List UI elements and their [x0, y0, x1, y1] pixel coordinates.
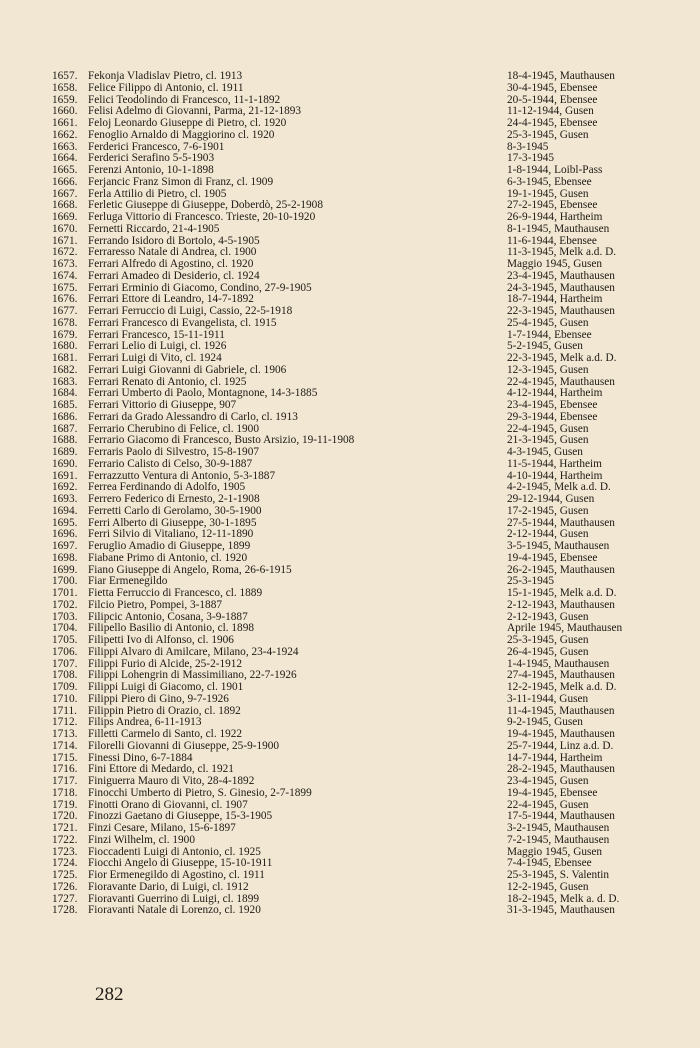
list-entry — [52, 165, 652, 177]
entry-death: 1-7-1944, Ebensee — [507, 328, 592, 341]
entry-name: Fior Ermenegildo di Agostino, cl. 1911 — [88, 870, 265, 881]
list-entry — [52, 494, 652, 506]
entry-number: 1665. — [52, 164, 78, 176]
entry-death: 18-4-1945, Mauthausen — [507, 70, 615, 82]
entry-death: 25-3-1945, S. Valentin — [507, 869, 610, 881]
entry-name: Filcio Pietro, Pompei, 3-1887 — [88, 599, 222, 611]
entry-death: 3-2-1945, Mauthausen — [507, 822, 610, 834]
entry-name: Fekonja Vladislav Pietro, cl. 1913 — [88, 71, 243, 82]
entry-number: 1682. — [52, 363, 78, 376]
entry-number: 1728. — [52, 904, 78, 917]
entry-name: Ferrero Federico di Ernesto, 2-1-1908 — [88, 494, 260, 505]
entry-death: 4-2-1945, Melk a.d. D. — [507, 481, 611, 494]
entry-death: 8-1-1945, Mauthausen — [507, 222, 610, 235]
entry-name: Fioravante Dario, di Luigi, cl. 1912 — [88, 881, 249, 893]
entry-name: Fini Ettore di Medardo, cl. 1921 — [88, 764, 234, 776]
list-entry — [52, 365, 652, 377]
entry-death: 18-7-1944, Hartheim — [507, 293, 603, 306]
entry-death: 19-4-1945, Ebensee — [507, 551, 598, 564]
entry-number: 1711. — [52, 704, 77, 717]
entry-number: 1658. — [52, 81, 78, 94]
entry-death: 1-8-1944, Loibl-Pass — [507, 164, 603, 176]
entry-death: 11-5-1944, Hartheim — [507, 457, 602, 470]
entry-death: 5-2-1945, Gusen — [507, 340, 583, 353]
entry-name: Filippi Furio di Alcide, 25-2-1912 — [88, 658, 243, 670]
entry-death: 1-4-1945, Mauthausen — [507, 657, 610, 670]
entry-name: Ferrario Calisto di Celso, 30-9-1887 — [88, 458, 253, 470]
entry-death: 7-2-1945, Mauthausen — [507, 833, 610, 846]
entry-name: Filippi Piero di Gino, 9-7-1926 — [88, 693, 229, 705]
list-entry — [52, 259, 652, 271]
entry-death: 22-4-1945, Mauthausen — [507, 375, 615, 388]
entry-death: 19-4-1945, Mauthausen — [507, 728, 615, 740]
entry-death: 20-5-1944, Ebensee — [507, 93, 598, 106]
entry-number: 1663. — [52, 140, 78, 153]
list-entry — [52, 553, 652, 565]
entry-death: 15-1-1945, Melk a.d. D. — [507, 587, 617, 599]
entry-death: 26-2-1945, Mauthausen — [507, 563, 615, 576]
entry-number: 1723. — [52, 845, 78, 858]
entry-number: 1666. — [52, 175, 78, 188]
list-entry — [52, 306, 652, 318]
entry-death: 28-2-1945, Mauthausen — [507, 763, 615, 776]
list-entry — [52, 905, 652, 917]
entry-name: Ferrari Ettore di Leandro, 14-7-1892 — [88, 294, 254, 306]
list-entry — [52, 412, 652, 424]
entry-name: Filips Andrea, 6-11-1913 — [88, 717, 202, 729]
list-entry — [52, 83, 652, 95]
entry-number: 1667. — [52, 187, 78, 200]
list-entry — [52, 870, 652, 882]
entry-number: 1707. — [52, 657, 78, 670]
list-entry — [52, 447, 652, 459]
entry-name: Finotti Orano di Giovanni, cl. 1907 — [88, 799, 248, 811]
entry-name: Finessi Dino, 6-7-1884 — [88, 752, 193, 764]
entry-name: Ferrari Alfredo di Agostino, cl. 1920 — [88, 259, 254, 270]
entry-name: Ferrario Giacomo di Francesco, Busto Arsizio, 19-11-1908 — [88, 435, 355, 447]
entry-death: 7-4-1945, Ebensee — [507, 857, 592, 870]
entry-number: 1712. — [52, 716, 78, 729]
entry-name: Ferrari Lelio di Luigi, cl. 1926 — [88, 341, 227, 353]
entry-death: 4-12-1944, Hartheim — [507, 387, 603, 400]
entry-number: 1668. — [52, 199, 78, 212]
list-entry — [52, 353, 652, 365]
entry-death: 29-3-1944, Ebensee — [507, 410, 598, 423]
entry-number: 1671. — [52, 234, 78, 247]
list-entry — [52, 118, 652, 130]
entry-death: 25-3-1945 — [507, 575, 555, 588]
list-entry — [52, 506, 652, 518]
entry-number: 1725. — [52, 869, 78, 881]
entry-death: 23-4-1945, Mauthausen — [507, 269, 615, 282]
entry-number: 1670. — [52, 222, 78, 235]
entry-number: 1681. — [52, 352, 78, 364]
entry-name: Fiabane Primo di Antonio, cl. 1920 — [88, 552, 248, 564]
entry-death: 26-4-1945, Gusen — [507, 645, 589, 658]
list-entry — [52, 318, 652, 330]
deportee-list — [52, 71, 652, 917]
list-entry — [52, 682, 652, 694]
entry-name: Ferrari Francesco, 15-11-1911 — [88, 329, 225, 341]
entry-death: 17-5-1944, Mauthausen — [507, 810, 615, 823]
entry-death: 8-3-1945 — [507, 140, 549, 153]
entry-name: Ferenzi Antonio, 10-1-1898 — [88, 165, 214, 176]
list-entry — [52, 71, 652, 83]
list-entry — [52, 212, 652, 224]
list-entry — [52, 541, 652, 553]
entry-death: 12-3-1945, Gusen — [507, 363, 589, 376]
entry-number: 1719. — [52, 798, 78, 811]
entry-name: Fernetti Riccardo, 21-4-1905 — [88, 223, 220, 235]
entry-number: 1689. — [52, 446, 78, 458]
entry-name: Ferrari Vittorio di Giuseppe, 907 — [88, 400, 237, 411]
list-entry — [52, 400, 652, 412]
list-entry — [52, 177, 652, 189]
entry-number: 1661. — [52, 117, 78, 129]
entry-name: Fioccadenti Luigi di Antonio, cl. 1925 — [88, 846, 261, 858]
entry-name: Fiocchi Angelo di Giuseppe, 15-10-1911 — [88, 858, 273, 870]
entry-name: Ferrando Isidoro di Bortolo, 4-5-1905 — [88, 235, 260, 247]
entry-number: 1726. — [52, 880, 78, 893]
entry-name: Filipcic Antonio, Cosana, 3-9-1887 — [88, 611, 248, 623]
entry-number: 1699. — [52, 563, 78, 576]
entry-name: Ferrari Erminio di Giacomo, Condino, 27-9-1905 — [88, 282, 312, 294]
entry-number: 1679. — [52, 328, 78, 341]
entry-name: Felisi Adelmo di Giovanni, Parma, 21-12-1893 — [88, 106, 302, 118]
entry-death: 11-12-1944, Gusen — [507, 105, 594, 118]
entry-name: Fenoglio Arnaldo di Maggiorino cl. 1920 — [88, 129, 275, 141]
entry-death: 6-3-1945, Ebensee — [507, 175, 592, 188]
entry-name: Feruglio Amadio di Giuseppe, 1899 — [88, 541, 251, 552]
page-number: 282 — [95, 984, 124, 1005]
entry-number: 1718. — [52, 786, 78, 799]
entry-number: 1683. — [52, 375, 78, 388]
entry-name: Filippi Alvaro di Amilcare, Milano, 23-4-1924 — [88, 646, 299, 658]
entry-name: Ferla Attilio di Pietro, cl. 1905 — [88, 188, 227, 200]
list-entry — [52, 776, 652, 788]
entry-number: 1721. — [52, 822, 78, 834]
entry-number: 1690. — [52, 457, 78, 470]
entry-death: 25-3-1945, Gusen — [507, 128, 589, 141]
list-entry — [52, 694, 652, 706]
list-entry — [52, 271, 652, 283]
entry-number: 1701. — [52, 587, 78, 599]
entry-death: 30-4-1945, Ebensee — [507, 81, 598, 94]
entry-number: 1710. — [52, 692, 78, 705]
entry-number: 1708. — [52, 669, 78, 682]
entry-number: 1677. — [52, 305, 78, 317]
entry-name: Ferjancic Franz Simon di Franz, cl. 1909 — [88, 176, 274, 188]
entry-name: Ferrari da Grado Alessandro di Carlo, cl. 1913 — [88, 411, 298, 423]
entry-number: 1724. — [52, 857, 78, 870]
entry-death: 22-4-1945, Gusen — [507, 422, 589, 435]
entry-number: 1675. — [52, 281, 78, 294]
entry-number: 1696. — [52, 528, 78, 541]
entry-death: 4-10-1944, Hartheim — [507, 469, 603, 482]
list-entry — [52, 600, 652, 612]
entry-number: 1676. — [52, 293, 78, 306]
list-entry — [52, 823, 652, 835]
entry-number: 1662. — [52, 128, 78, 141]
entry-number: 1672. — [52, 246, 78, 259]
entry-name: Fioravanti Guerrino di Luigi, cl. 1899 — [88, 893, 259, 905]
list-entry — [52, 142, 652, 154]
entry-name: Ferrea Ferdinando di Adolfo, 1905 — [88, 482, 246, 494]
entry-number: 1674. — [52, 269, 78, 282]
entry-number: 1688. — [52, 434, 78, 447]
entry-number: 1659. — [52, 93, 78, 106]
entry-name: Filippi Lohengrin di Massimiliano, 22-7-1926 — [88, 670, 297, 682]
entry-death: Maggio 1945, Gusen — [507, 258, 603, 270]
list-entry — [52, 459, 652, 471]
entry-death: 27-4-1945, Mauthausen — [507, 669, 615, 682]
entry-death: 19-1-1945, Gusen — [507, 187, 589, 200]
entry-death: 21-3-1945, Gusen — [507, 434, 589, 447]
entry-name: Ferrazzutto Ventura di Antonio, 5-3-1887 — [88, 470, 276, 482]
list-entry — [52, 130, 652, 142]
entry-number: 1693. — [52, 493, 78, 505]
entry-name: Fioravanti Natale di Lorenzo, cl. 1920 — [88, 905, 261, 917]
entry-number: 1697. — [52, 540, 78, 552]
entry-death: 22-3-1945, Melk a.d. D. — [507, 352, 617, 364]
entry-number: 1727. — [52, 892, 78, 905]
entry-death: 22-4-1945, Gusen — [507, 798, 589, 811]
entry-death: 2-12-1944, Gusen — [507, 528, 589, 541]
list-entry — [52, 741, 652, 753]
entry-death: 11-6-1944, Ebensee — [507, 234, 597, 247]
list-entry — [52, 224, 652, 236]
entry-name: Felice Filippo di Antonio, cl. 1911 — [88, 82, 244, 94]
entry-death: 11-3-1945, Melk a.d. D. — [507, 246, 617, 259]
list-entry — [52, 788, 652, 800]
entry-death: 22-3-1945, Mauthausen — [507, 305, 615, 317]
entry-death: 12-2-1945, Gusen — [507, 880, 589, 893]
entry-name: Ferluga Vittorio di Francesco. Trieste, 20-10-1920 — [88, 212, 316, 223]
entry-number: 1702. — [52, 598, 78, 611]
entry-death: 27-5-1944, Mauthausen — [507, 516, 615, 529]
entry-number: 1705. — [52, 634, 78, 646]
entry-death: 26-9-1944, Hartheim — [507, 211, 603, 223]
entry-number: 1685. — [52, 399, 78, 411]
entry-number: 1691. — [52, 469, 78, 482]
entry-death: 3-5-1945, Mauthausen — [507, 540, 610, 552]
entry-name: Ferderici Francesco, 7-6-1901 — [88, 141, 225, 153]
entry-number: 1657. — [52, 70, 78, 82]
entry-number: 1717. — [52, 775, 78, 787]
entry-number: 1684. — [52, 387, 78, 400]
entry-name: Finzi Cesare, Milano, 15-6-1897 — [88, 823, 236, 834]
entry-number: 1698. — [52, 551, 78, 564]
entry-name: Ferrari Ferruccio di Luigi, Cassio, 22-5-1918 — [88, 306, 293, 317]
entry-name: Ferrari Luigi di Vito, cl. 1924 — [88, 353, 222, 364]
entry-death: 29-12-1944, Gusen — [507, 493, 595, 505]
entry-death: 24-3-1945, Mauthausen — [507, 281, 615, 294]
entry-death: 2-12-1943, Mauthausen — [507, 598, 615, 611]
entry-death: 23-4-1945, Ebensee — [507, 399, 598, 411]
entry-number: 1678. — [52, 316, 78, 329]
entry-number: 1694. — [52, 504, 78, 517]
entry-death: 19-4-1945, Ebensee — [507, 786, 598, 799]
entry-number: 1686. — [52, 410, 78, 423]
entry-name: Ferri Silvio di Vitaliano, 12-11-1890 — [88, 529, 254, 541]
entry-name: Filorelli Giovanni di Giuseppe, 25-9-1900 — [88, 740, 280, 752]
entry-number: 1664. — [52, 152, 78, 165]
entry-death: 24-4-1945, Ebensee — [507, 117, 598, 129]
entry-number: 1680. — [52, 340, 78, 353]
entry-number: 1706. — [52, 645, 78, 658]
list-entry — [52, 647, 652, 659]
entry-number: 1722. — [52, 833, 78, 846]
entry-name: Feloj Leonardo Giuseppe di Pietro, cl. 1920 — [88, 118, 287, 129]
entry-name: Ferrario Cherubino di Felice, cl. 1900 — [88, 423, 259, 435]
entry-death: 12-2-1945, Melk a.d. D. — [507, 681, 617, 693]
entry-death: 31-3-1945, Mauthausen — [507, 904, 615, 917]
entry-death: 3-11-1944, Gusen — [507, 692, 589, 705]
list-entry — [52, 835, 652, 847]
list-entry — [52, 729, 652, 741]
entry-name: Ferrari Renato di Antonio, cl. 1925 — [88, 376, 247, 388]
entry-number: 1660. — [52, 105, 78, 118]
entry-name: Fiano Giuseppe di Angelo, Roma, 26-6-1915 — [88, 564, 292, 576]
entry-death: 2-12-1943, Gusen — [507, 610, 589, 623]
entry-number: 1669. — [52, 211, 78, 223]
entry-name: Ferletic Giuseppe di Giuseppe, Doberdò, 25-2-1908 — [88, 200, 323, 212]
entry-name: Filipetti Ivo di Alfonso, cl. 1906 — [88, 635, 234, 646]
entry-name: Fietta Ferruccio di Francesco, cl. 1889 — [88, 588, 263, 599]
entry-number: 1695. — [52, 516, 78, 529]
list-entry — [52, 635, 652, 647]
entry-death: 25-4-1945, Gusen — [507, 316, 589, 329]
entry-death: Aprile 1945, Mauthausen — [507, 622, 623, 635]
entry-name: Felici Teodolindo di Francesco, 11-1-1892 — [88, 94, 281, 106]
entry-death: 18-2-1945, Melk a. d. D. — [507, 892, 620, 905]
entry-number: 1720. — [52, 810, 78, 823]
list-entry — [52, 882, 652, 894]
entry-name: Finzi Wilhelm, cl. 1900 — [88, 834, 195, 846]
entry-number: 1687. — [52, 422, 78, 435]
entry-death: 9-2-1945, Gusen — [507, 716, 583, 729]
list-entry — [52, 565, 652, 577]
entry-number: 1713. — [52, 728, 78, 740]
entry-death: 11-4-1945, Mauthausen — [507, 704, 615, 717]
entry-name: Ferrari Francesco di Evangelista, cl. 1915 — [88, 317, 277, 329]
entry-name: Finozzi Gaetano di Giuseppe, 15-3-1905 — [88, 811, 273, 823]
entry-death: 27-2-1945, Ebensee — [507, 199, 598, 212]
entry-name: Finiguerra Mauro di Vito, 28-4-1892 — [88, 776, 255, 787]
entry-death: 17-3-1945 — [507, 152, 555, 165]
entry-death: 25-3-1945, Gusen — [507, 634, 589, 646]
entry-death: 14-7-1944, Hartheim — [507, 751, 603, 764]
entry-number: 1715. — [52, 751, 78, 764]
entry-name: Ferri Alberto di Giuseppe, 30-1-1895 — [88, 517, 257, 529]
entry-name: Filippi Luigi di Giacomo, cl. 1901 — [88, 682, 244, 693]
entry-name: Ferraresso Natale di Andrea, cl. 1900 — [88, 247, 257, 259]
entry-name: Ferderici Serafino 5-5-1903 — [88, 153, 215, 165]
entry-name: Ferrari Luigi Giovanni di Gabriele, cl. 1906 — [88, 364, 287, 376]
entry-name: Ferrari Amadeo di Desiderio, cl. 1924 — [88, 270, 260, 282]
entry-name: Filippin Pietro di Orazio, cl. 1892 — [88, 705, 241, 717]
entry-death: Maggio 1945, Gusen — [507, 845, 603, 858]
list-entry — [52, 588, 652, 600]
entry-name: Fiar Ermenegildo — [88, 576, 168, 588]
entry-name: Filipello Basilio di Antonio, cl. 1898 — [88, 623, 255, 635]
entry-number: 1704. — [52, 622, 78, 635]
entry-name: Finocchi Umberto di Pietro, S. Ginesio, 2-7-1899 — [88, 787, 312, 799]
entry-number: 1716. — [52, 763, 78, 776]
entry-number: 1714. — [52, 739, 78, 752]
entry-number: 1703. — [52, 610, 78, 623]
entry-number: 1692. — [52, 481, 78, 494]
entry-name: Filletti Carmelo di Santo, cl. 1922 — [88, 729, 243, 740]
entry-number: 1673. — [52, 258, 78, 270]
entry-number: 1709. — [52, 681, 78, 693]
entry-name: Ferrari Umberto di Paolo, Montagnone, 14-3-1885 — [88, 388, 318, 400]
entry-death: 4-3-1945, Gusen — [507, 446, 583, 458]
entry-death: 17-2-1945, Gusen — [507, 504, 589, 517]
entry-name: Ferretti Carlo di Gerolamo, 30-5-1900 — [88, 505, 262, 517]
entry-death: 25-7-1944, Linz a.d. D. — [507, 739, 614, 752]
entry-name: Ferraris Paolo di Silvestro, 15-8-1907 — [88, 447, 260, 458]
entry-death: 23-4-1945, Gusen — [507, 775, 589, 787]
entry-number: 1700. — [52, 575, 78, 588]
